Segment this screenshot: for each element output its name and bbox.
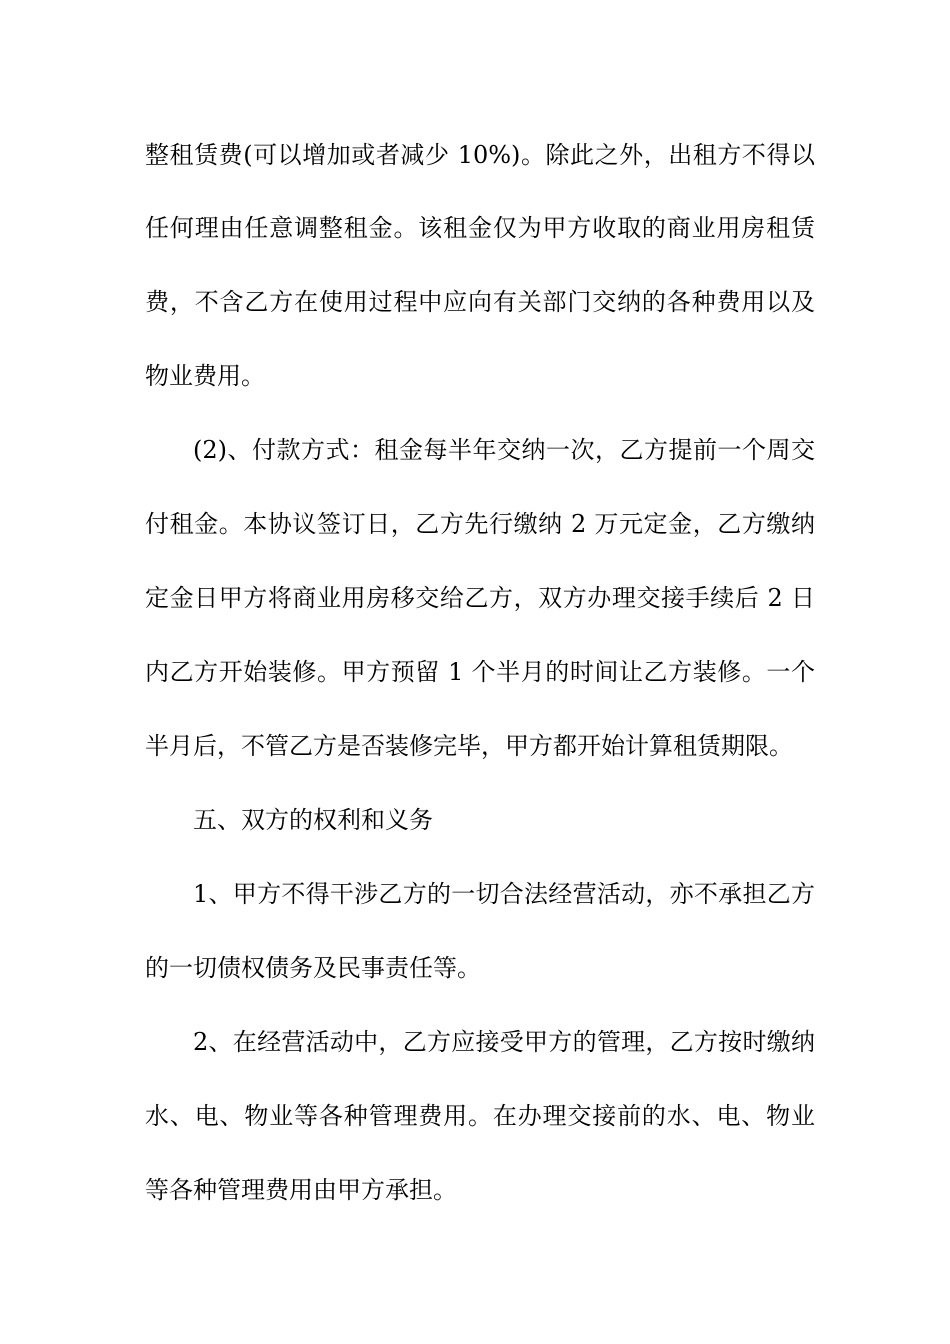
section-heading: 五、双方的权利和义务: [193, 806, 433, 834]
text-line: 2、在经营活动中，乙方应接受甲方的管理，乙方按时缴纳: [193, 1028, 815, 1056]
text-line: 等各种管理费用由甲方承担。: [145, 1176, 457, 1204]
text-line: 任何理由任意调整租金。该租金仅为甲方收取的商业用房租赁: [145, 214, 815, 242]
text-line: 物业费用。: [145, 362, 265, 390]
text-line: 费，不含乙方在使用过程中应向有关部门交纳的各种费用以及: [145, 288, 815, 316]
text-line: 的一切债权债务及民事责任等。: [145, 954, 481, 982]
text-line: 定金日甲方将商业用房移交给乙方，双方办理交接手续后 2 日: [145, 584, 815, 612]
text-line: 付租金。本协议签订日，乙方先行缴纳 2 万元定金，乙方缴纳: [145, 510, 815, 538]
text-line: 整租赁费(可以增加或者减少 10%)。除此之外，出租方不得以: [145, 141, 815, 169]
text-line: 水、电、物业等各种管理费用。在办理交接前的水、电、物业: [145, 1102, 815, 1130]
text-line: (2)、付款方式：租金每半年交纳一次，乙方提前一个周交: [193, 436, 815, 464]
text-line: 1、甲方不得干涉乙方的一切合法经营活动，亦不承担乙方: [193, 880, 815, 908]
text-line: 半月后，不管乙方是否装修完毕，甲方都开始计算租赁期限。: [145, 732, 793, 760]
text-line: 内乙方开始装修。甲方预留 1 个半月的时间让乙方装修。一个: [145, 658, 815, 686]
